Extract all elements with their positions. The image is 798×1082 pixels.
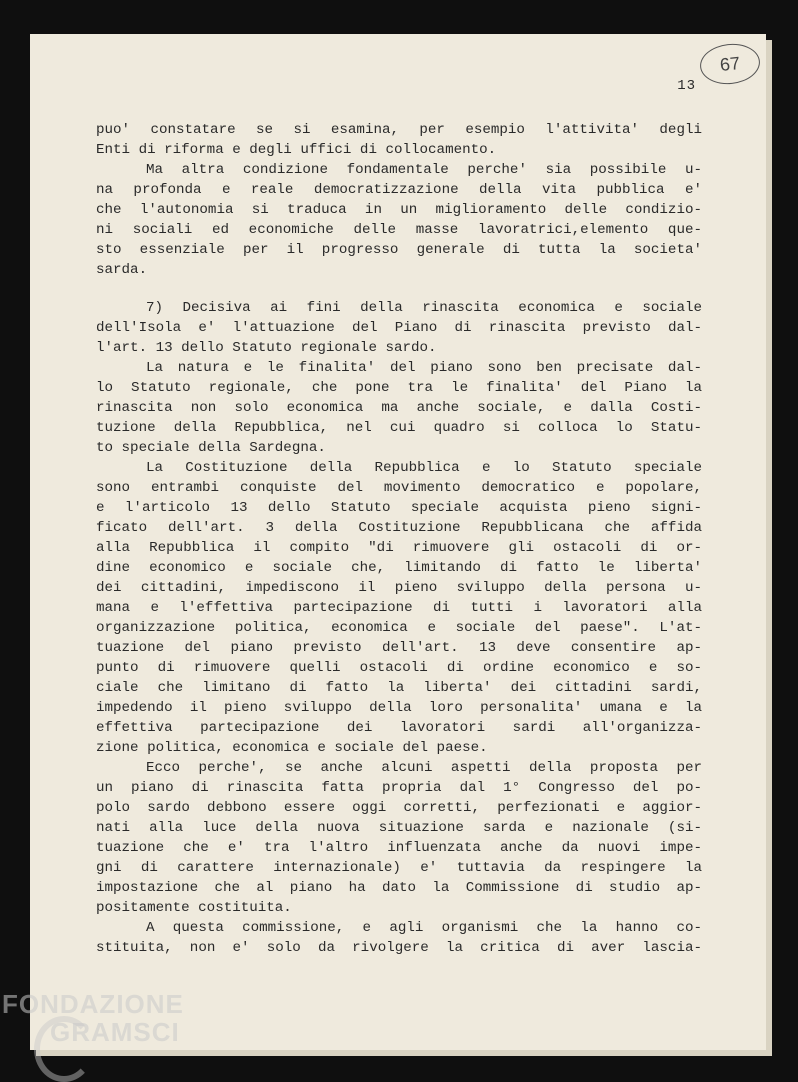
archive-number-stamp: 67 (698, 41, 762, 87)
text-line: un piano di rinascita fatta propria dal 1° Congresso del po- (96, 780, 702, 796)
text-line: che l'autonomia si traduca in un miglioramento delle condizio- (96, 202, 702, 218)
text-line: Enti di riforma e degli uffici di collocamento. (96, 142, 497, 158)
text-line: Ma altra condizione fondamentale perche' sia possibile u- (146, 162, 702, 178)
text-line: alla Repubblica il compito "di rimuovere gli ostacoli di or- (96, 540, 702, 556)
text-line: lo Statuto regionale, che pone tra le finalita' del Piano la (96, 380, 702, 396)
watermark (2, 990, 184, 1046)
text-line: La Costituzione della Repubblica e lo Statuto speciale (146, 460, 702, 476)
text-line: polo sardo debbono essere oggi corretti, perfezionati e aggior- (96, 800, 702, 816)
text-line: organizzazione politica, economica e sociale del paese". L'at- (96, 620, 702, 636)
typewritten-text (96, 120, 702, 958)
paragraph-gap (96, 280, 702, 298)
watermark-line-2: GRAMSCI (50, 1017, 180, 1047)
text-line: Ecco perche', se anche alcuni aspetti della proposta per (146, 760, 702, 776)
text-line: puo' constatare se si esamina, per esempio l'attivita' degli (96, 122, 702, 138)
text-line: gni di carattere internazionale) e' tuttavia da respingere la (96, 860, 702, 876)
text-line: sono entrambi conquiste del movimento democratico e popolare, (96, 480, 702, 496)
text-line: A questa commissione, e agli organismi che la hanno co- (146, 920, 702, 936)
watermark-line-1: FONDAZIONE (2, 989, 184, 1019)
text-line: ciale che limitano di fatto la liberta' dei cittadini sardi, (96, 680, 702, 696)
text-line: sarda. (96, 262, 148, 278)
text-line: 7) Decisiva ai fini della rinascita economica e sociale (146, 300, 702, 316)
text-line: effettiva partecipazione dei lavoratori sardi all'organizza- (96, 720, 702, 736)
text-line: ni sociali ed economiche delle masse lavoratrici,elemento que- (96, 222, 702, 238)
text-line: e l'articolo 13 dello Statuto speciale acquista pieno signi- (96, 500, 702, 516)
text-line: to speciale della Sardegna. (96, 440, 326, 456)
text-line: l'art. 13 dello Statuto regionale sardo. (96, 340, 437, 356)
text-line: stituita, non e' solo da rivolgere la critica di aver lascia- (96, 940, 702, 956)
text-line: tuzione della Repubblica, nel cui quadro si colloca lo Statu- (96, 420, 702, 436)
text-line: zione politica, economica e sociale del paese. (96, 740, 488, 756)
text-line: mana e l'effettiva partecipazione di tutti i lavoratori alla (96, 600, 702, 616)
text-line: tuazione che e' tra l'altro influenzata anche da nuovi impe- (96, 840, 702, 856)
page-number: 13 (677, 78, 696, 94)
document-page (30, 34, 766, 1050)
text-line: impostazione che al piano ha dato la Commissione di studio ap- (96, 880, 702, 896)
text-line: positamente costituita. (96, 900, 292, 916)
text-line: tuazione del piano previsto dell'art. 13 deve consentire ap- (96, 640, 702, 656)
text-line: dine economico e sociale che, limitando di fatto le liberta' (96, 560, 702, 576)
text-line: na profonda e reale democratizzazione della vita pubblica e' (96, 182, 702, 198)
text-line: punto di rimuovere quelli ostacoli di ordine economico e so- (96, 660, 702, 676)
text-line: ficato dell'art. 3 della Costituzione Repubblicana che affida (96, 520, 702, 536)
text-line: sto essenziale per il progresso generale di tutta la societa' (96, 242, 702, 258)
text-line: dei cittadini, impediscono il pieno sviluppo della persona u- (96, 580, 702, 596)
text-line: La natura e le finalita' del piano sono ben precisate dal- (146, 360, 702, 376)
text-line: impedendo il pieno sviluppo della loro personalita' umana e la (96, 700, 702, 716)
text-line: dell'Isola e' l'attuazione del Piano di rinascita previsto dal- (96, 320, 702, 336)
text-line: nati alla luce della nuova situazione sarda e nazionale (si- (96, 820, 702, 836)
text-line: rinascita non solo economica ma anche sociale, e dalla Costi- (96, 400, 702, 416)
